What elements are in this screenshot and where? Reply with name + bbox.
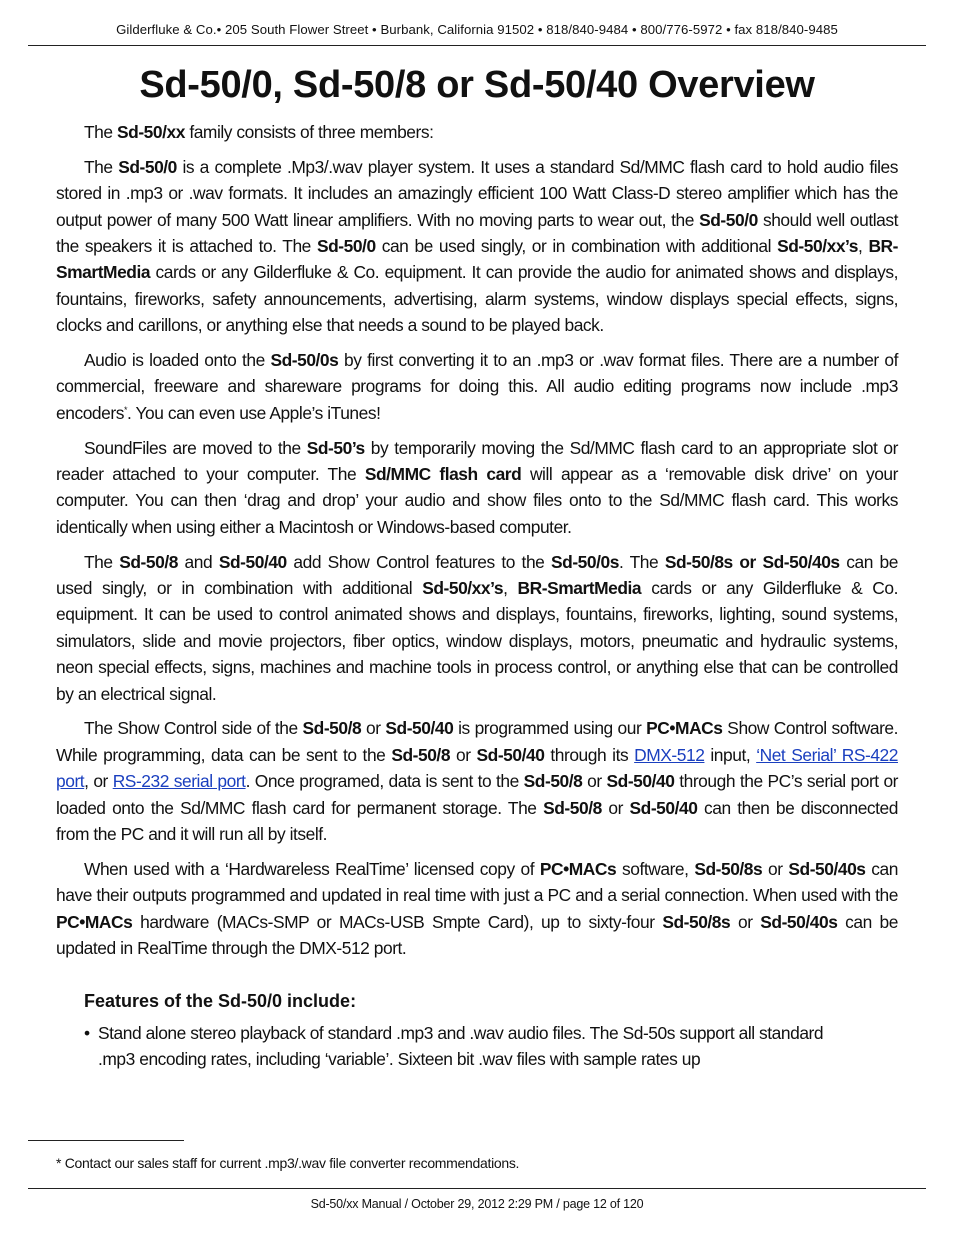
bullet-text: Stand alone stereo playback of standard .mp3 and .wav audio files. The Sd-50s support all standard .mp3 encoding rates, including ‘variable’. Sixteen bit .wav files with sample rates up: [98, 1022, 824, 1070]
text: cards or any Gilderfluke & Co. equipment. It can provide the audio for animated shows and displays, fountains, fireworks, safety announcements, advertising, alarm systems, window displays special effects, signs, clocks and carillons, or anything else that needs a sound to be played back.: [56, 262, 898, 336]
product-name: Sd-50/8s: [662, 911, 731, 932]
product-name: BR-SmartMedia: [56, 236, 898, 283]
product-name: Sd-50’s: [306, 437, 365, 458]
text: through the PC’s serial port or loaded onto the Sd/MMC flash card for permanent storage. The: [56, 771, 899, 818]
text: or: [450, 744, 477, 765]
text: by first converting it to an .mp3 or .wav format files. There are a number of commercial, freeware and shareware programs for doing this. All audio editing programs now include .mp3 encoders: [56, 350, 898, 423]
product-name: BR-SmartMedia: [517, 578, 642, 599]
text: can be updated in RealTime through the DMX-512 port.: [56, 911, 898, 959]
footnote-rule: [28, 1140, 184, 1141]
product-name: Sd-50/40: [476, 744, 545, 765]
product-name: Sd-50/8: [119, 551, 178, 572]
text: SoundFiles are moved to the: [84, 437, 307, 458]
text: should well outlast the speakers it is attached to. The: [56, 209, 899, 257]
paragraph-audio-loading: [56, 347, 898, 426]
product-name: Sd-50/xx’s: [777, 236, 858, 257]
text: or: [601, 797, 630, 818]
product-name: PC•MACs: [539, 858, 617, 879]
features-heading: Features of the Sd-50/0 include:: [84, 990, 357, 1011]
product-name: Sd-50/8: [543, 797, 602, 818]
product-name: Sd-50/40s: [760, 911, 838, 932]
text: by temporarily moving the Sd/MMC flash card to an appropriate slot or reader attached to your computer. The: [56, 437, 898, 485]
product-name: Sd-50/8s: [694, 858, 763, 879]
text: ,: [858, 236, 869, 257]
product-name: Sd-50/40s: [788, 858, 866, 879]
footnote: * Contact our sales staff for current .mp3/.wav file converter recommendations.: [56, 1155, 520, 1171]
list-item: [56, 1020, 898, 1073]
product-name: Sd-50/8: [302, 718, 362, 739]
net-serial-rs422-link[interactable]: ‘Net Serial’ RS-422 port: [56, 744, 898, 792]
text: and: [177, 551, 219, 572]
product-name: Sd-50/8: [391, 744, 451, 765]
document-body: [56, 119, 898, 1073]
text: . Once programed, data is sent to the: [245, 771, 524, 792]
text: , or: [84, 771, 113, 792]
product-name: Sd-50/40: [629, 797, 698, 818]
product-name: Sd-50/40: [385, 718, 454, 739]
product-name: Sd-50/0s: [270, 350, 339, 371]
rs232-serial-port-link[interactable]: RS-232 serial port: [112, 771, 246, 792]
text: The: [84, 122, 117, 142]
product-name: PC•MACs: [646, 718, 723, 739]
text: or: [361, 718, 386, 739]
bullet-marker: •: [84, 1022, 90, 1043]
paragraph-intro: [56, 119, 898, 145]
text: add Show Control features to the: [286, 551, 551, 572]
text: Show Control software. While programming, data can be sent to the: [56, 718, 899, 765]
text: can be used singly, or in combination with additional: [375, 236, 778, 257]
product-name: Sd-50/xx’s: [422, 578, 504, 599]
product-name: Sd-50/40: [606, 771, 675, 792]
paragraph-show-control: [56, 549, 898, 707]
text: will appear as a ‘removable disk drive’ on your computer. You can then ‘drag and drop’ your audio and show files onto to the Sd/MMC flash card. This works identically when using either a Macintosh or Windows-based computer.: [56, 464, 898, 537]
paragraph-soundfiles: [56, 435, 898, 541]
text: Audio is loaded onto the: [84, 350, 271, 371]
text: The: [84, 156, 119, 177]
text: . You can even use Apple’s iTunes!: [127, 402, 381, 423]
product-name: Sd-50/0: [316, 236, 376, 257]
product-name: Sd-50/8: [523, 771, 583, 792]
paragraph-programming: [56, 715, 898, 847]
text: ,: [503, 578, 518, 599]
text: can be used singly, or in combination with additional: [56, 551, 898, 599]
paragraph-realtime: [56, 856, 898, 962]
text: or: [730, 911, 761, 932]
text: or: [762, 858, 789, 879]
text: input,: [704, 744, 757, 765]
page-footer: Sd-50/xx Manual / October 29, 2012 2:29 PM / page 12 of 120: [310, 1197, 644, 1211]
product-name: Sd-50/0: [118, 156, 177, 177]
company-address: Gilderfluke & Co.• 205 South Flower Street • Burbank, California 91502 • 818/840-9484 • 800/776-5972 • fax 818/840-9485: [116, 22, 838, 37]
text: is a complete .Mp3/.wav player system. It uses a standard Sd/MMC flash card to hold audio files stored in .mp3 or .wav formats. It includes an amazingly efficient 100 Watt Class-D stereo amplifier which has the output power of many 500 Watt linear amplifiers. With no moving parts to wear out, the: [56, 156, 898, 230]
text: When used with a ‘Hardwareless RealTime’ licensed copy of: [84, 858, 540, 879]
product-name: Sd/MMC flash card: [364, 464, 522, 485]
page-header: [0, 0, 954, 46]
product-name: Sd-50/8s or Sd-50/40s: [664, 551, 840, 572]
text: hardware (MACs-SMP or MACs-USB Smpte Card), up to sixty-four: [132, 911, 663, 932]
text: family consists of three members:: [184, 122, 434, 142]
paragraph-sd50-0: [56, 154, 898, 339]
text: The Show Control side of the: [84, 718, 303, 739]
page-title: Sd-50/0, Sd-50/8 or Sd-50/40 Overview: [139, 64, 815, 106]
text: . The: [618, 551, 665, 572]
text: through its: [544, 744, 635, 765]
text: is programmed using our: [453, 718, 647, 739]
product-name: Sd-50/0: [699, 209, 758, 230]
footer-rule: [28, 1188, 926, 1189]
product-name: Sd-50/xx: [117, 122, 185, 142]
header-rule: [28, 45, 926, 46]
product-name: Sd-50/40: [218, 551, 287, 572]
text: can have their outputs programmed and updated in real time with just a PC and a serial connection. When used with the: [56, 858, 898, 906]
text: cards or any Gilderfluke & Co. equipment. It can be used to control animated shows and displays, fountains, fireworks, lighting, sound systems, simulators, slide and movie projectors, fiber optics, window displays, motors, pneumatic and hydraulic systems, neon special effects, signs, machines and machine tools in process control, or anything else that can be controlled by an electrical signal.: [56, 578, 898, 704]
footnote-marker: *: [123, 404, 128, 415]
text: software,: [616, 858, 695, 879]
product-name: PC•MACs: [56, 911, 133, 932]
dmx-512-link[interactable]: DMX-512: [634, 744, 705, 765]
text: The: [84, 551, 120, 572]
product-name: Sd-50/0s: [551, 551, 619, 572]
text: or: [582, 771, 607, 792]
text: can then be disconnected from the PC and it will run all by itself.: [56, 797, 898, 845]
